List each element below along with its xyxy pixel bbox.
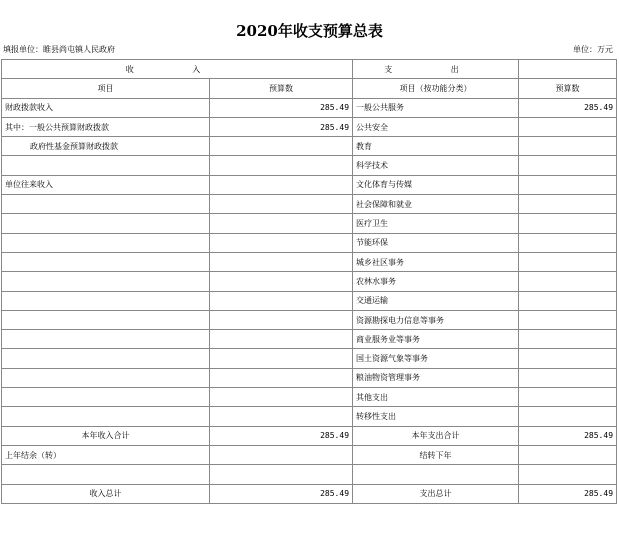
expense-value-cell xyxy=(519,388,617,407)
income-item-cell xyxy=(2,214,210,233)
column-header-row xyxy=(2,79,617,98)
expense-item-cell: 农林水事务 xyxy=(353,272,519,291)
income-item-cell xyxy=(2,252,210,271)
expense-item-cell: 医疗卫生 xyxy=(353,214,519,233)
year-total-row xyxy=(2,426,617,445)
expense-value-cell xyxy=(519,156,617,175)
year-expense-label: 本年支出合计 xyxy=(353,426,519,445)
empty-cell xyxy=(2,465,210,484)
income-value-cell xyxy=(210,330,353,349)
expense-value-cell xyxy=(519,117,617,136)
income-value-cell xyxy=(210,137,353,156)
expense-value-cell xyxy=(519,137,617,156)
income-item-cell xyxy=(2,195,210,214)
income-item-cell xyxy=(2,291,210,310)
empty-cell xyxy=(210,445,353,464)
income-value-cell xyxy=(210,252,353,271)
empty-cell xyxy=(210,465,353,484)
expense-value-cell xyxy=(519,233,617,252)
income-item-cell xyxy=(2,407,210,426)
table-row xyxy=(2,291,617,310)
carry-row xyxy=(2,445,617,464)
income-value-cell xyxy=(210,291,353,310)
expense-value-cell xyxy=(519,291,617,310)
expense-value-cell xyxy=(519,252,617,271)
income-value-cell xyxy=(210,156,353,175)
expense-value-cell xyxy=(519,368,617,387)
reporting-unit: 填报单位：睢县尚屯镇人民政府 xyxy=(3,45,115,54)
table-row xyxy=(2,156,617,175)
empty-cell xyxy=(353,465,519,484)
income-item-cell xyxy=(2,330,210,349)
expense-item-cell: 科学技术 xyxy=(353,156,519,175)
blank-row xyxy=(2,465,617,484)
table-row xyxy=(2,349,617,368)
section-header-row xyxy=(2,60,617,79)
income-value-cell xyxy=(210,310,353,329)
budget-table xyxy=(1,59,617,504)
expense-item-header: 项目（按功能分类） xyxy=(353,79,519,98)
table-row xyxy=(2,175,617,194)
income-value-cell xyxy=(210,349,353,368)
income-item-cell: 单位往来收入 xyxy=(2,175,210,194)
table-row xyxy=(2,137,617,156)
year-income-label: 本年收入合计 xyxy=(2,426,210,445)
income-value-cell xyxy=(210,175,353,194)
income-value-cell xyxy=(210,272,353,291)
income-item-cell xyxy=(2,368,210,387)
table-row xyxy=(2,252,617,271)
table-row xyxy=(2,98,617,117)
empty-cell xyxy=(519,60,617,79)
income-item-cell xyxy=(2,233,210,252)
income-item-header: 项目 xyxy=(2,79,210,98)
income-item-cell xyxy=(2,272,210,291)
income-value-cell xyxy=(210,233,353,252)
expense-value-cell xyxy=(519,330,617,349)
expense-value-cell xyxy=(519,175,617,194)
expense-value-cell xyxy=(519,214,617,233)
table-row xyxy=(2,368,617,387)
income-total-value: 285.49 xyxy=(210,484,353,503)
empty-cell xyxy=(519,445,617,464)
expense-item-cell: 文化体育与传媒 xyxy=(353,175,519,194)
income-section-header: 收 入 xyxy=(2,60,353,79)
expense-item-cell: 粮油物资管理事务 xyxy=(353,368,519,387)
expense-value-cell xyxy=(519,272,617,291)
table-row xyxy=(2,195,617,214)
income-item-cell: 财政拨款收入 xyxy=(2,98,210,117)
income-item-cell: 政府性基金预算财政拨款 xyxy=(2,137,210,156)
expense-item-cell: 交通运输 xyxy=(353,291,519,310)
income-value-cell xyxy=(210,214,353,233)
expense-item-cell: 一般公共服务 xyxy=(353,98,519,117)
table-row xyxy=(2,117,617,136)
expense-value-cell xyxy=(519,195,617,214)
expense-item-cell: 公共安全 xyxy=(353,117,519,136)
income-item-cell xyxy=(2,156,210,175)
income-value-cell xyxy=(210,368,353,387)
income-value-cell: 285.49 xyxy=(210,117,353,136)
currency-unit: 单位：万元 xyxy=(573,45,613,54)
expense-value-cell xyxy=(519,310,617,329)
income-budget-header: 预算数 xyxy=(210,79,353,98)
table-row xyxy=(2,388,617,407)
income-item-cell xyxy=(2,349,210,368)
table-row xyxy=(2,407,617,426)
carry-out-label: 结转下年 xyxy=(353,445,519,464)
page-title: 2020年收支预算总表 xyxy=(236,22,383,40)
table-row xyxy=(2,310,617,329)
empty-cell xyxy=(519,465,617,484)
income-item-cell xyxy=(2,388,210,407)
year-expense-value: 285.49 xyxy=(519,426,617,445)
grand-total-row xyxy=(2,484,617,503)
income-value-cell: 285.49 xyxy=(210,98,353,117)
expense-item-cell: 国土资源气象等事务 xyxy=(353,349,519,368)
income-total-label: 收入总计 xyxy=(2,484,210,503)
expense-section-header: 支 出 xyxy=(353,60,519,79)
expense-item-cell: 教育 xyxy=(353,137,519,156)
expense-item-cell: 转移性支出 xyxy=(353,407,519,426)
income-value-cell xyxy=(210,388,353,407)
expense-item-cell: 商业服务业等事务 xyxy=(353,330,519,349)
expense-total-label: 支出总计 xyxy=(353,484,519,503)
expense-value-cell xyxy=(519,349,617,368)
income-value-cell xyxy=(210,407,353,426)
expense-value-cell: 285.49 xyxy=(519,98,617,117)
income-item-cell xyxy=(2,310,210,329)
table-row xyxy=(2,214,617,233)
expense-item-cell: 城乡社区事务 xyxy=(353,252,519,271)
income-item-cell: 其中：一般公共预算财政拨款 xyxy=(2,117,210,136)
expense-total-value: 285.49 xyxy=(519,484,617,503)
income-value-cell xyxy=(210,195,353,214)
expense-item-cell: 社会保障和就业 xyxy=(353,195,519,214)
year-income-value: 285.49 xyxy=(210,426,353,445)
expense-item-cell: 节能环保 xyxy=(353,233,519,252)
expense-budget-header: 预算数 xyxy=(519,79,617,98)
expense-item-cell: 资源勘探电力信息等事务 xyxy=(353,310,519,329)
table-row xyxy=(2,233,617,252)
table-row xyxy=(2,330,617,349)
table-row xyxy=(2,272,617,291)
expense-item-cell: 其他支出 xyxy=(353,388,519,407)
expense-value-cell xyxy=(519,407,617,426)
carry-in-label: 上年结余（转） xyxy=(2,445,210,464)
